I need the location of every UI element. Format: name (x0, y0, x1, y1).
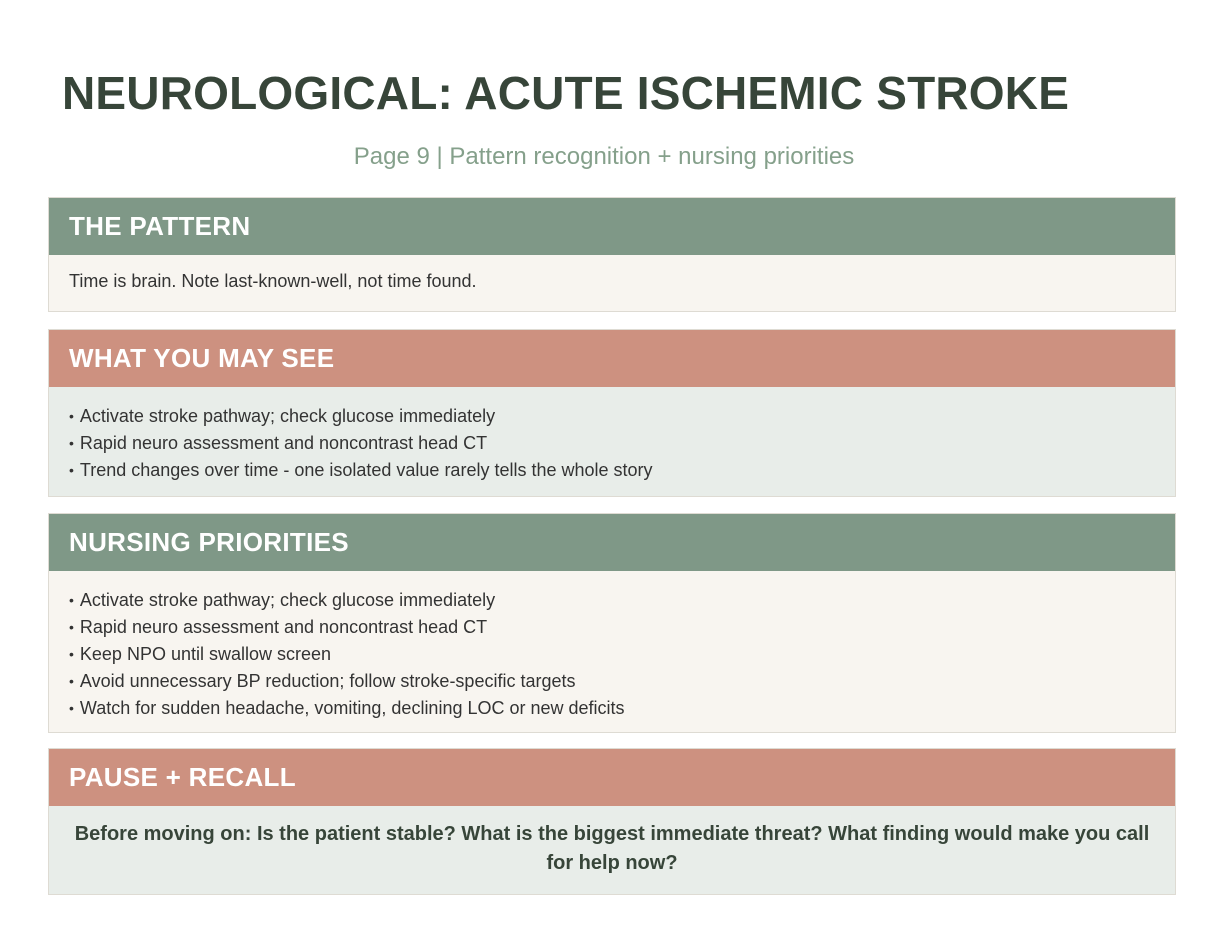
section-the-pattern (48, 197, 1176, 312)
section-body (49, 571, 1175, 732)
section-pause-recall (48, 748, 1176, 895)
list-item: • Rapid neuro assessment and noncontrast head CT (69, 614, 1155, 641)
section-body (49, 255, 1175, 311)
section-heading: THE PATTERN (49, 198, 1175, 255)
list-item: • Trend changes over time - one isolated value rarely tells the whole story (69, 457, 1155, 484)
list-item: • Activate stroke pathway; check glucose immediately (69, 587, 1155, 614)
recall-question: Before moving on: Is the patient stable? What is the biggest immediate threat? What finding would make you call for help now? (49, 806, 1175, 894)
list-item: • Activate stroke pathway; check glucose immediately (69, 403, 1155, 430)
page-title: NEUROLOGICAL: ACUTE ISCHEMIC STROKE (62, 67, 1070, 119)
pattern-text: Time is brain. Note last-known-well, not time found. (69, 271, 477, 291)
section-body (49, 387, 1175, 496)
list-item: • Avoid unnecessary BP reduction; follow stroke-specific targets (69, 668, 1155, 695)
section-heading: PAUSE + RECALL (49, 749, 1175, 806)
page-subtitle: Page 9 | Pattern recognition + nursing priorities (353, 143, 855, 170)
section-heading: NURSING PRIORITIES (49, 514, 1175, 571)
list-item: • Rapid neuro assessment and noncontrast head CT (69, 430, 1155, 457)
list-item: • Keep NPO until swallow screen (69, 641, 1155, 668)
list-item: • Watch for sudden headache, vomiting, declining LOC or new deficits (69, 695, 1155, 722)
section-what-you-may-see (48, 329, 1176, 497)
section-heading: WHAT YOU MAY SEE (49, 330, 1175, 387)
section-nursing-priorities (48, 513, 1176, 733)
